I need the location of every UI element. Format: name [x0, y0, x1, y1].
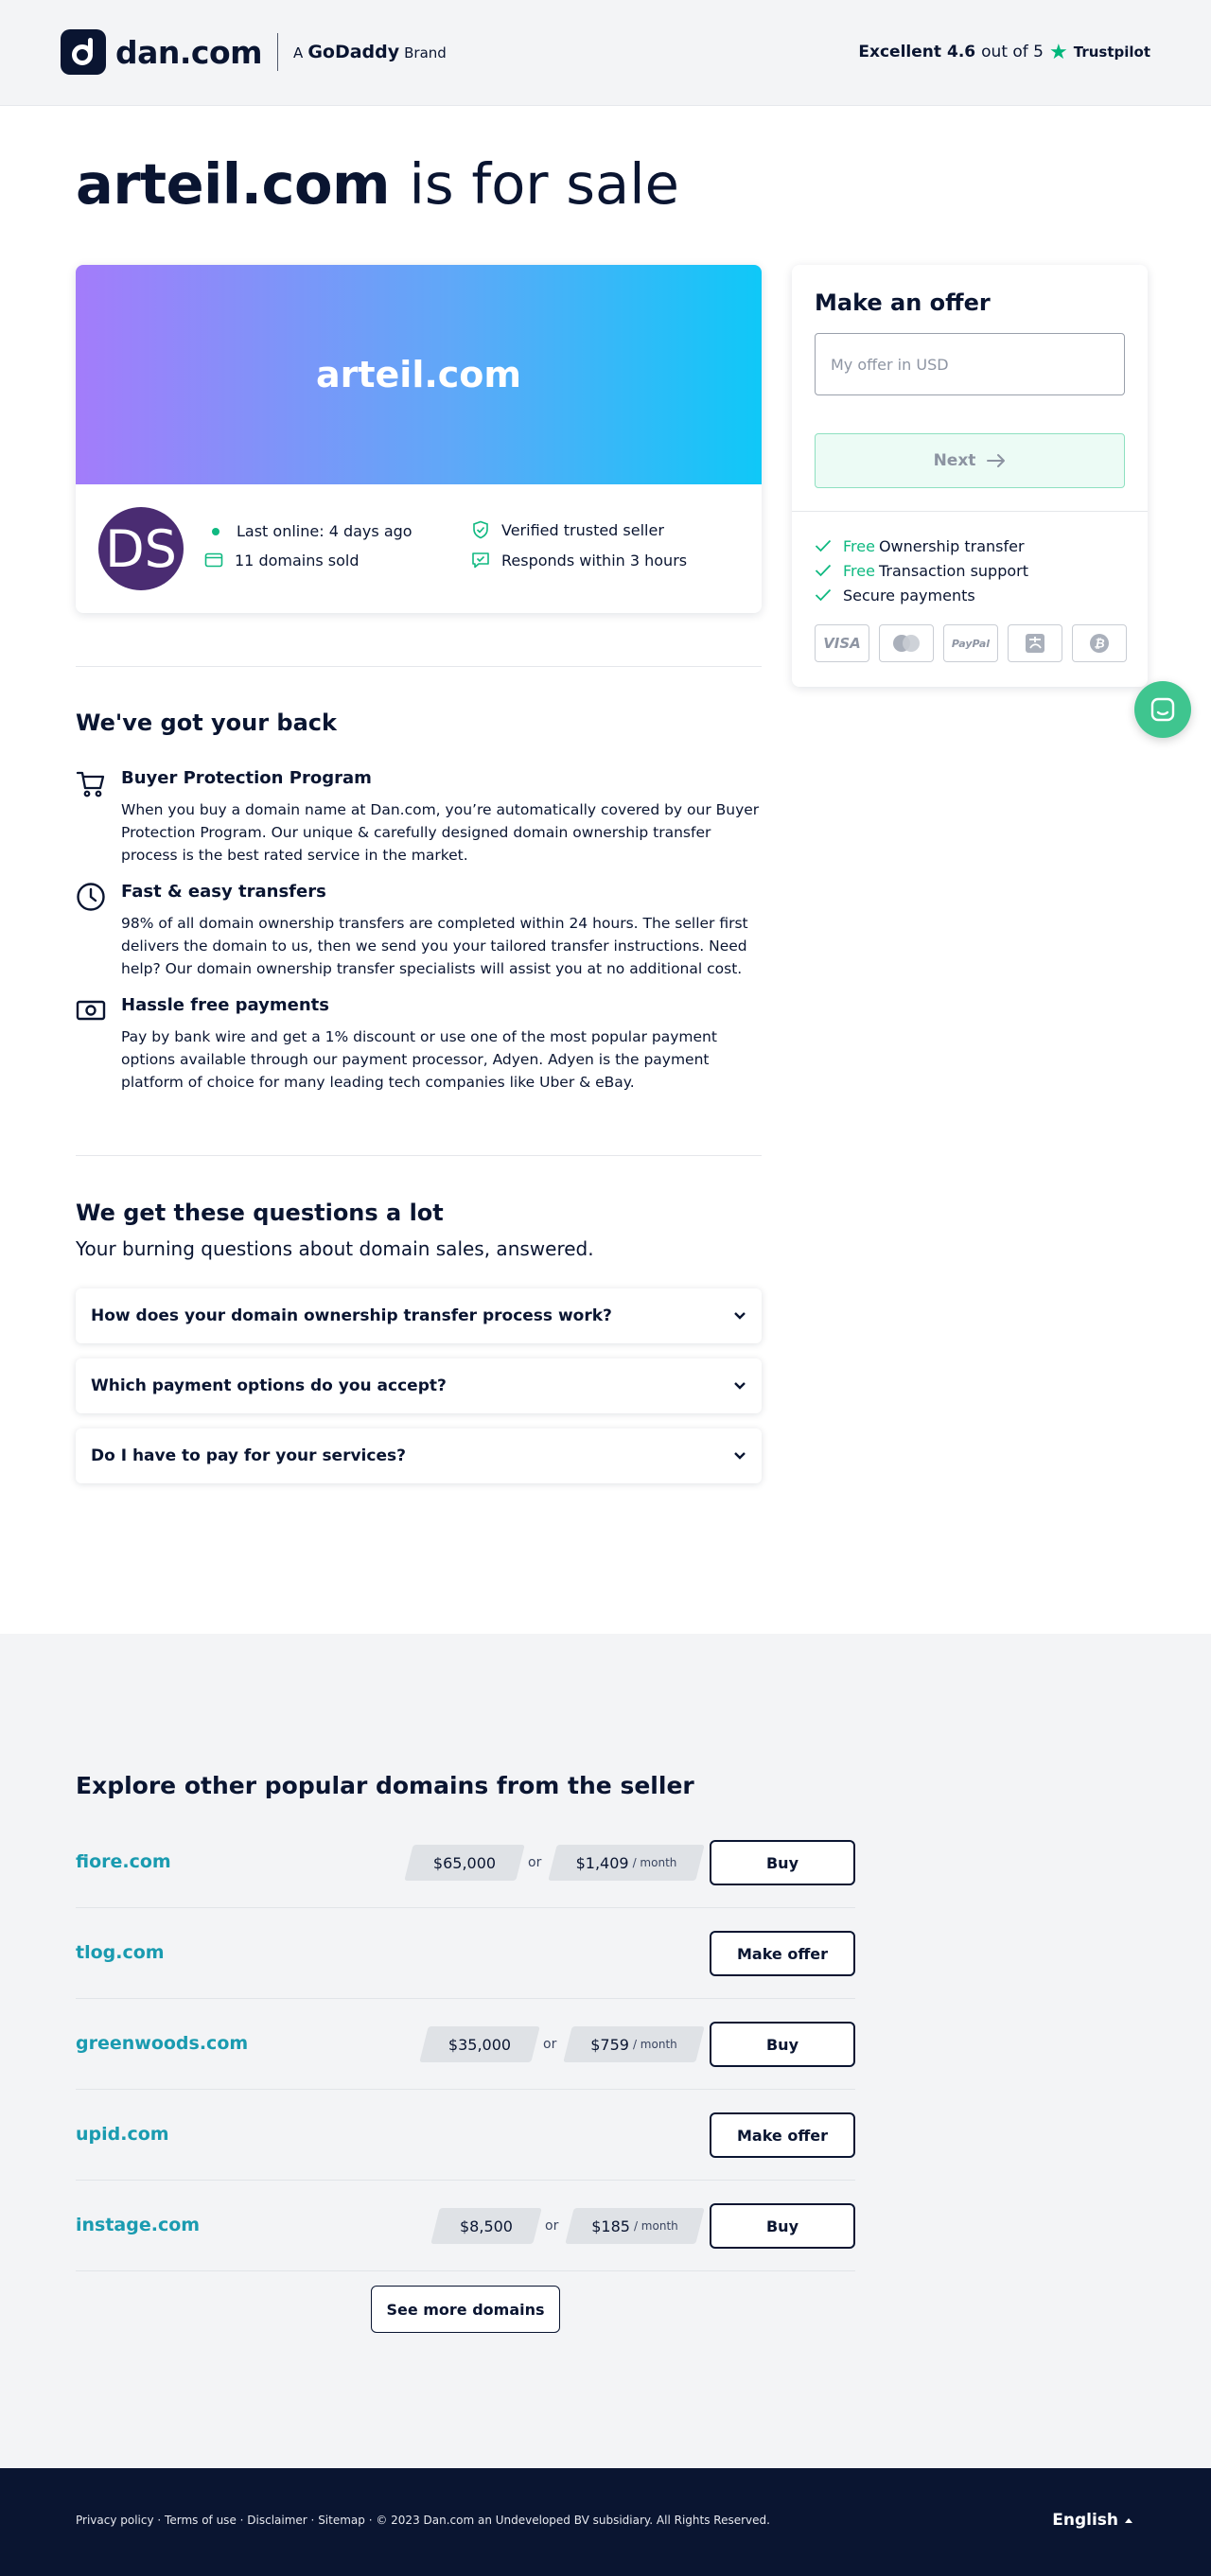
site-header [0, 0, 1211, 106]
monthly-value: $759 [590, 2035, 629, 2054]
offer-perks [815, 534, 1028, 607]
brand-suffix: Brand [404, 44, 447, 61]
brand-name: GoDaddy [307, 42, 400, 62]
seller-avatar: DS [98, 507, 184, 590]
buy-button[interactable]: Buy [710, 2203, 855, 2249]
site-footer [0, 2468, 1211, 2576]
sitemap-link[interactable]: Sitemap [318, 2514, 365, 2527]
domain-row [76, 2181, 855, 2271]
chat-check-icon [471, 551, 490, 570]
responds-text: Responds within 3 hours [501, 551, 688, 570]
faq-item[interactable] [76, 1288, 762, 1343]
monthly-tag [568, 2026, 700, 2062]
footer-links: Privacy policy · Terms of use · Disclaimer · Sitemap · © 2023 Dan.com an Undeveloped BV subsidiary. All Rights Reserved. [76, 2514, 770, 2527]
payment-methods [815, 624, 1127, 662]
trustpilot-rating[interactable] [858, 40, 1150, 64]
feature-text: Pay by bank wire and get a 1% discount or use one of the most popular payment options available through our payment processor, Adyen. Adyen is the payment platform of choice for many leading tech companies like Uber & eBay. [121, 1028, 717, 1091]
per-month: / month [632, 1856, 677, 1869]
price-tag [409, 1845, 520, 1881]
domain-row [76, 1908, 855, 1999]
perk-free: Free [843, 561, 875, 580]
mastercard-icon [879, 624, 934, 662]
feature-text: When you buy a domain name at Dan.com, you’re automatically covered by our Buyer Protection Program. Our unique & carefully designed domain ownership transfer process is the best rated service in the market. [121, 801, 760, 864]
offer-panel [792, 265, 1148, 687]
online-dot-icon [212, 528, 219, 535]
offer-divider [792, 511, 1148, 512]
perk-text: Ownership transfer [878, 536, 1025, 555]
faq-question: Do I have to pay for your services? [91, 1446, 406, 1465]
last-online-text: Last online: 4 days ago [237, 522, 412, 540]
back-section-title: We've got your back [76, 710, 337, 736]
buy-button[interactable]: Buy [710, 1840, 855, 1885]
section-divider [76, 666, 762, 667]
or-label: or [543, 2037, 557, 2052]
make-offer-button[interactable]: Make offer [710, 1931, 855, 1976]
monthly-tag [553, 1845, 700, 1881]
alipay-icon [1008, 624, 1062, 662]
domain-link[interactable]: instage.com [76, 2215, 201, 2235]
title-domain: arteil.com [76, 151, 390, 217]
trust-provider: Trustpilot [1073, 44, 1150, 61]
chevron-down-icon [733, 1381, 746, 1391]
perk-item [815, 558, 1028, 583]
faq-question: Which payment options do you accept? [91, 1376, 447, 1395]
chat-icon [1150, 696, 1176, 723]
perk-item [815, 583, 1028, 607]
page-title [76, 151, 679, 217]
chevron-down-icon [733, 1311, 746, 1321]
perk-free: Free [843, 536, 875, 555]
title-rest: is for sale [409, 151, 679, 217]
language-label: English [1052, 2511, 1118, 2530]
caret-up-icon [1124, 2516, 1133, 2524]
domain-row [76, 1817, 855, 1908]
monthly-tag [570, 2208, 700, 2244]
response-time [471, 551, 687, 570]
dan-logo[interactable] [61, 29, 447, 75]
trustpilot-star-icon: ★ [1049, 40, 1068, 64]
trust-out-of: out of 5 [981, 43, 1044, 61]
domains-sold-text: 11 domains sold [235, 551, 360, 570]
price-value: $65,000 [432, 1853, 497, 1872]
faq-subtitle: Your burning questions about domain sales, answered. [76, 1237, 594, 1260]
next-label: Next [933, 451, 976, 470]
see-more-domains-button[interactable]: See more domains [371, 2286, 560, 2333]
banner-domain: arteil.com [315, 354, 522, 395]
seller-info [76, 484, 762, 613]
godaddy-brand [293, 42, 447, 62]
faq-item[interactable] [76, 1358, 762, 1413]
clock-icon [76, 882, 106, 912]
logo-name: dan.com [115, 33, 263, 71]
cart-icon [76, 768, 106, 798]
dan-logo-icon [61, 29, 106, 75]
terms-of-use-link[interactable]: Terms of use [165, 2514, 237, 2527]
trust-word: Excellent [858, 43, 942, 61]
per-month: / month [633, 2219, 678, 2233]
last-online [206, 522, 412, 540]
feature-title: Buyer Protection Program [121, 768, 372, 788]
feature-text: 98% of all domain ownership transfers are completed within 24 hours. The seller first delivers the domain to us, then we send you your tailored transfer instructions. Need help? Our domain ownership transfer specialists will assist you at no additional cost. [121, 915, 748, 977]
price-tag [424, 2026, 535, 2062]
copyright-text: © 2023 Dan.com an Undeveloped BV subsidiary. All Rights Reserved. [376, 2514, 770, 2527]
logo-divider [277, 33, 278, 71]
arrow-right-icon [987, 453, 1006, 468]
per-month: / month [632, 2038, 677, 2051]
disclaimer-link[interactable]: Disclaimer [247, 2514, 307, 2527]
domain-card [76, 265, 762, 613]
money-icon [76, 995, 106, 1025]
domain-row [76, 2090, 855, 2181]
explore-title: Explore other popular domains from the seller [76, 1772, 694, 1799]
faq-item[interactable] [76, 1428, 762, 1483]
domains-sold-icon [204, 551, 223, 570]
or-label: or [528, 1855, 542, 1870]
domain-row [76, 1999, 855, 2090]
chevron-down-icon [733, 1451, 746, 1461]
privacy-policy-link[interactable]: Privacy policy [76, 2514, 154, 2527]
buy-button[interactable]: Buy [710, 2022, 855, 2067]
domain-link[interactable]: upid.com [76, 2124, 169, 2145]
language-selector[interactable] [1052, 2511, 1133, 2530]
domain-link[interactable]: fiore.com [76, 1851, 171, 1872]
svg-text:₿: ₿ [1094, 637, 1105, 652]
offer-title: Make an offer [815, 289, 991, 316]
bitcoin-icon [1072, 624, 1127, 662]
domain-banner [76, 265, 762, 484]
section-divider [76, 1155, 762, 1156]
explore-section [0, 1634, 1211, 2468]
shield-check-icon [471, 520, 490, 539]
check-icon [815, 588, 832, 602]
offer-input[interactable] [815, 333, 1125, 395]
price-value: $35,000 [448, 2035, 512, 2054]
check-icon [815, 564, 832, 577]
or-label: or [545, 2218, 559, 2234]
feature-title: Fast & easy transfers [121, 882, 326, 902]
domain-link[interactable]: greenwoods.com [76, 2033, 249, 2054]
visa-icon: VISA [815, 624, 869, 662]
faq-title: We get these questions a lot [76, 1200, 444, 1226]
make-offer-button[interactable]: Make offer [710, 2112, 855, 2158]
verified-seller [471, 520, 664, 539]
monthly-value: $185 [591, 2217, 630, 2235]
perk-item [815, 534, 1028, 558]
price-tag [435, 2208, 537, 2244]
domains-sold [204, 551, 360, 570]
domain-link[interactable]: tlog.com [76, 1942, 165, 1963]
brand-prefix: A [293, 44, 304, 61]
next-button[interactable] [815, 433, 1125, 488]
trust-score: 4.6 [947, 43, 976, 61]
feature-title: Hassle free payments [121, 995, 329, 1015]
verified-text: Verified trusted seller [501, 520, 664, 539]
price-value: $8,500 [460, 2217, 513, 2235]
faq-question: How does your domain ownership transfer process work? [91, 1306, 612, 1325]
chat-widget-button[interactable] [1134, 681, 1191, 738]
paypal-icon: PayPal [943, 624, 998, 662]
perk-text: Transaction support [878, 561, 1028, 580]
perk-text: Secure payments [843, 586, 975, 605]
monthly-value: $1,409 [575, 1853, 629, 1872]
check-icon [815, 539, 832, 552]
